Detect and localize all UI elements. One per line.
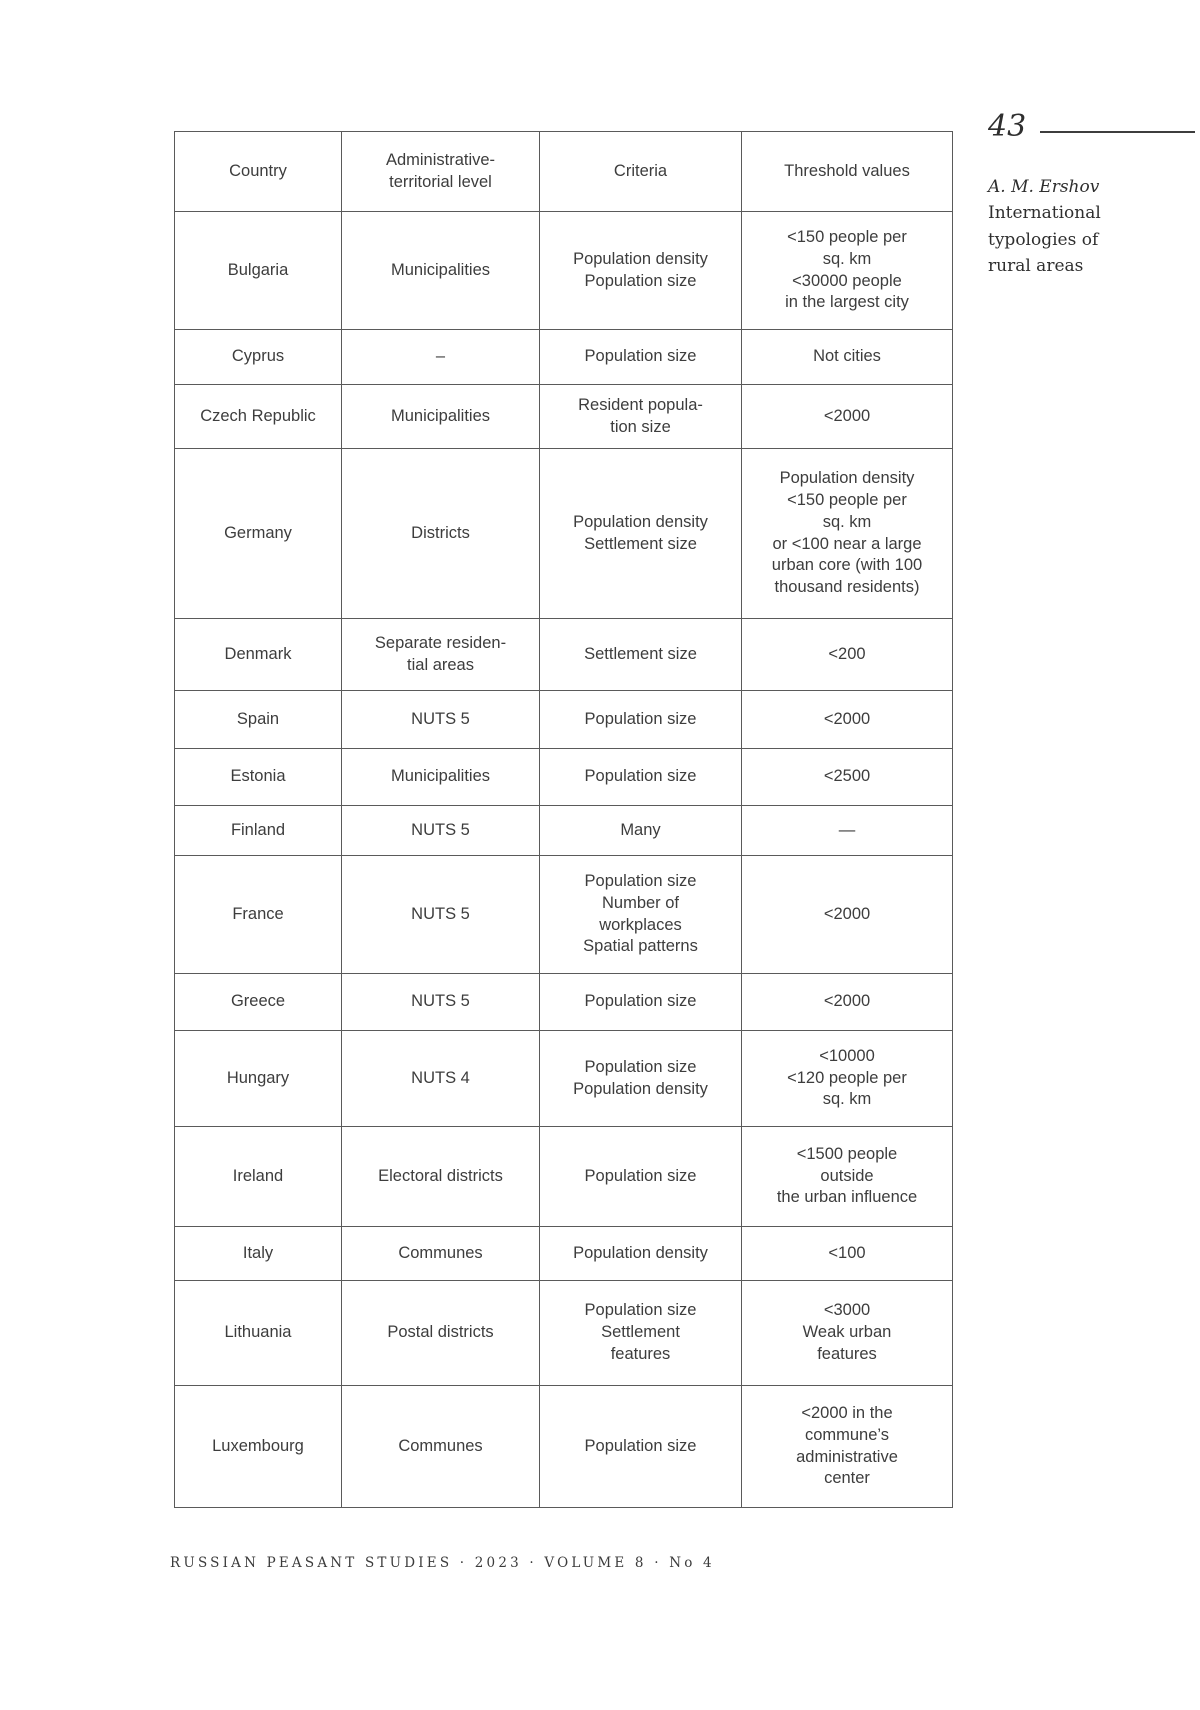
table-cell-country: Spain: [175, 691, 342, 749]
table-cell-criteria: Population size: [540, 749, 742, 806]
table-cell-threshold: <100: [742, 1227, 953, 1281]
table-cell-criteria: Population size Population density: [540, 1031, 742, 1127]
table-header-row: [175, 132, 953, 212]
table-cell-threshold: <200: [742, 619, 953, 691]
table-cell-threshold: —: [742, 806, 953, 856]
table-cell-country: Hungary: [175, 1031, 342, 1127]
table-cell-criteria: Population size: [540, 691, 742, 749]
table-cell-country: Estonia: [175, 749, 342, 806]
table-cell-threshold: <2000 in the commune’s administrative center: [742, 1386, 953, 1508]
table-cell-level: Communes: [342, 1386, 540, 1508]
table-cell-country: Luxembourg: [175, 1386, 342, 1508]
table-row: [175, 749, 953, 806]
table-cell-country: Greece: [175, 974, 342, 1031]
table-cell-criteria: Population density Settlement size: [540, 449, 742, 619]
table-row: [175, 806, 953, 856]
table-cell-level: Municipalities: [342, 385, 540, 449]
table-row: [175, 330, 953, 385]
table-cell-country: France: [175, 856, 342, 974]
table-cell-criteria: Many: [540, 806, 742, 856]
table-cell-criteria: Population density: [540, 1227, 742, 1281]
table-cell-level: NUTS 5: [342, 974, 540, 1031]
table-cell-threshold: <3000 Weak urban features: [742, 1281, 953, 1386]
table-cell-level: Municipalities: [342, 749, 540, 806]
table-cell-country: Ireland: [175, 1127, 342, 1227]
table-cell-threshold: <2000: [742, 856, 953, 974]
table-cell-threshold: Population density <150 people per sq. km or <100 near a large urban core (with 100 thousand residents): [742, 449, 953, 619]
table-cell-country: Czech Republic: [175, 385, 342, 449]
table-cell-criteria: Population size: [540, 974, 742, 1031]
table-cell-criteria: Resident popula- tion size: [540, 385, 742, 449]
table-cell-country: Bulgaria: [175, 212, 342, 330]
table-cell-country: Germany: [175, 449, 342, 619]
margin-sidebar: [988, 109, 1200, 279]
page-number: 43: [988, 109, 1027, 144]
table-cell-criteria: Population size: [540, 1386, 742, 1508]
table-cell-threshold: <1500 people outside the urban influence: [742, 1127, 953, 1227]
table-row: [175, 691, 953, 749]
table-cell-level: NUTS 4: [342, 1031, 540, 1127]
table-cell-criteria: Population size Number of workplaces Spatial patterns: [540, 856, 742, 974]
table-row: [175, 1127, 953, 1227]
table-cell-criteria: Population density Population size: [540, 212, 742, 330]
table-cell-level: Districts: [342, 449, 540, 619]
table-row: [175, 974, 953, 1031]
table-cell-country: Lithuania: [175, 1281, 342, 1386]
table-row: [175, 449, 953, 619]
table-cell-level: NUTS 5: [342, 856, 540, 974]
author-name: A. M. Ershov: [988, 177, 1100, 197]
table-cell-level: Separate residen- tial areas: [342, 619, 540, 691]
table-cell-threshold: <10000 <120 people per sq. km: [742, 1031, 953, 1127]
table-cell-level: Municipalities: [342, 212, 540, 330]
table-row: [175, 856, 953, 974]
table-cell-threshold: <2500: [742, 749, 953, 806]
table-cell-threshold: Not cities: [742, 330, 953, 385]
table-cell-criteria: Population size: [540, 330, 742, 385]
table-cell-criteria: Population size Settlement features: [540, 1281, 742, 1386]
table-cell-level: Postal districts: [342, 1281, 540, 1386]
table-cell-level: NUTS 5: [342, 806, 540, 856]
table-cell-country: Denmark: [175, 619, 342, 691]
table-cell-threshold: <2000: [742, 385, 953, 449]
table-cell-country: Cyprus: [175, 330, 342, 385]
table-cell-country: Finland: [175, 806, 342, 856]
page-number-rule: [1040, 131, 1195, 133]
table-row: [175, 212, 953, 330]
table-cell-threshold: <2000: [742, 974, 953, 1031]
journal-footer: RUSSIAN PEASANT STUDIES · 2023 · VOLUME 8 · No 4: [170, 1555, 715, 1571]
table-cell-threshold: <2000: [742, 691, 953, 749]
column-header: Threshold values: [742, 132, 953, 212]
table-cell-level: Communes: [342, 1227, 540, 1281]
page-number-row: [988, 109, 1200, 144]
table-cell-criteria: Settlement size: [540, 619, 742, 691]
table-cell-country: Italy: [175, 1227, 342, 1281]
table-row: [175, 1031, 953, 1127]
table-cell-level: –: [342, 330, 540, 385]
table-cell-level: Electoral districts: [342, 1127, 540, 1227]
table-row: [175, 1227, 953, 1281]
table-cell-criteria: Population size: [540, 1127, 742, 1227]
table-row: [175, 1281, 953, 1386]
table-row: [175, 385, 953, 449]
table-cell-level: NUTS 5: [342, 691, 540, 749]
column-header: Country: [175, 132, 342, 212]
table-cell-threshold: <150 people per sq. km <30000 people in the largest city: [742, 212, 953, 330]
table-row: [175, 619, 953, 691]
table-body: [175, 132, 953, 1508]
column-header: Administrative- territorial level: [342, 132, 540, 212]
column-header: Criteria: [540, 132, 742, 212]
article-title: International typologies of rural areas: [988, 203, 1101, 277]
table-row: [175, 1386, 953, 1508]
typology-table: [174, 131, 953, 1508]
